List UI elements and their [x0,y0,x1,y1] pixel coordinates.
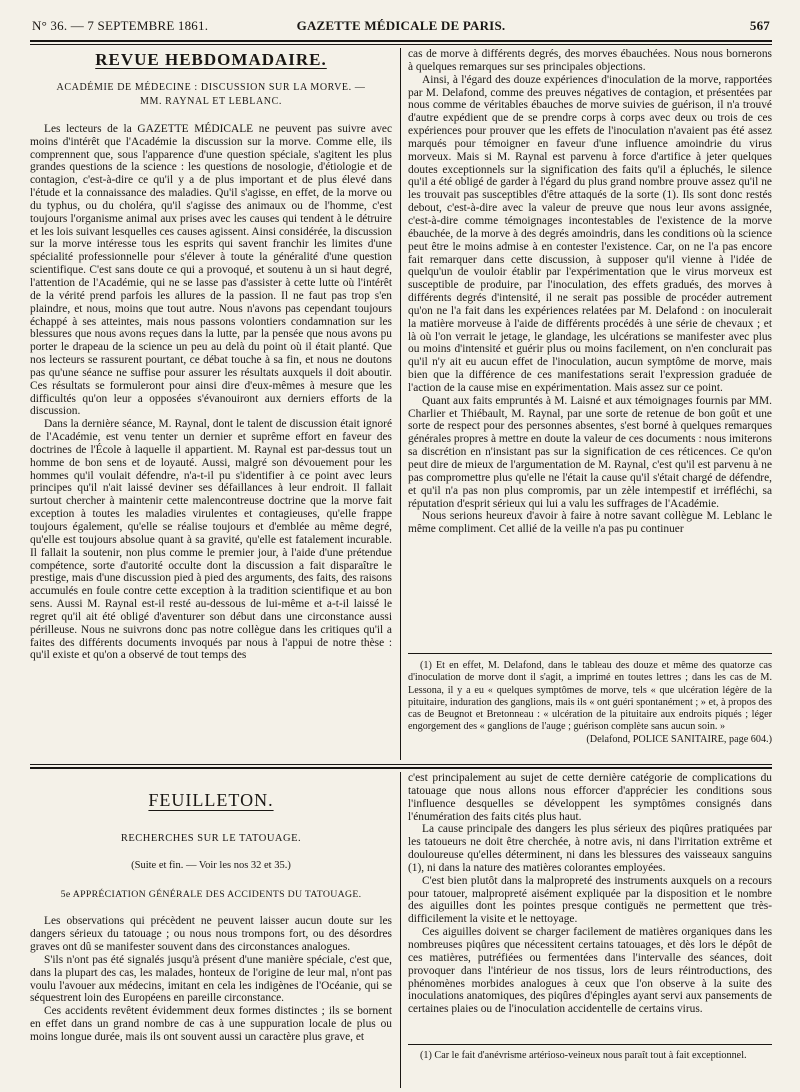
column-divider-bottom [400,772,401,1088]
feuilleton-section-heading: 5e APPRÉCIATION GÉNÉRALE DES ACCIDENTS DU TATOUAGE. [60,888,362,900]
feuilleton-paragraph: La cause principale des dangers les plus sérieux des piqûres pratiquées par les tatoueurs ne doit être cherchée, à notre avis, ni dans l'irritation extrême et douloureuse qu'elles déterminent, ni dans les blessures des vaisseaux sanguins (1), ni dans la nature des matières colorantes employées. [408,823,772,874]
page-header [30,18,772,38]
feuilleton-paragraph: Les observations qui précèdent ne peuvent laisser aucun doute sur les dangers sérieux du tatouage ; ou nous nous trompons fort, ou des désordres graves ont dû se manifester souvent dans des circonstances analogues. [30,915,392,954]
issue-line: N° 36. — 7 SEPTEMBRE 1861. [32,18,209,33]
footnote-rule [408,653,772,654]
column-divider-top [400,48,401,760]
revue-paragraph: Nous serions heureux d'avoir à faire à notre savant collègue M. Leblanc le même compliment. Cet allié de la veille n'a pas pu continuer [408,510,772,536]
feuilleton-paragraph: S'ils n'ont pas été signalés jusqu'à présent d'une manière spéciale, c'est que, dans la plupart des cas, les malades, honteux de l'origine de leur mal, n'ont pas voulu l'avouer aux médecins, imitant en cela les indigènes de l'Océanie, qui se séquestrent loin des Européens en pareille circonstance. [30,953,392,1005]
revue-right-column [408,48,772,648]
revue-subhead [30,81,392,109]
footnote-text: (1) Et en effet, M. Delafond, dans le tableau des douze et même des quatorze cas d'inoculation de morve dont il s'agit, a imprimé en toutes lettres ; dans les cas de M. Lessona, il y a eu « quelques symptômes de morve, tels « que ulcération légère de la pituitaire, induration des ganglions, mais ils « ont guéri spontanément ; » et, à propos des cas de Beugnot et Bretonneau : « ulcération de la pituitaire aux endroits piqués ; léger engorgement des « ganglions de l'auge ; guérison complète sans aucun soin. » [408,660,772,733]
page-number: 567 [749,18,770,33]
revue-paragraph: Ainsi, à l'égard des douze expériences d'inoculation de la morve, rapportées par M. Delafond, comme des preuves négatives de contagion, et présentées par nous comme de véritables ébauches de morve suivies de guérison, il n'a trouvé d'autre expédient que de se prendre corps à corps avec deux ou trois de ces expériences pour prouver que les effets de l'inoculation n'avaient pas été assez marqués pour témoigner en faveur d'une influence amoindrie du virus morveux. Mais si M. Raynal est parvenu à force d'artifice à jeter quelques doutes exceptionnels sur la signification des faits qu'il a épluchés, le silence qu'il a été obligé de garder à l'égard du plus grand nombre prouve assez qu'il ne les trouvait pas susceptibles d'être attaqués de la sorte (1). Ils sont donc restés debout, c'est-à-dire avec la valeur de preuve que nous leur avons assignée, c'est-à-dire comme témoignages incontestables de l'existence de la morve ébauchée, de la morve à des degrés amoindris, dans les conditions où la science peut être le moins admise à en contester l'existence. Car, on ne l'a pas encore fait remarquer dans cette discussion, à supposer qu'il vienne à l'idée de quelqu'un de vouloir établir par l'expérimentation que le virus morveux est susceptible de produire, par l'inoculation, des effets gradués, des morves à différents degrés d'intensité, il ne serait pas possible de procéder autrement qu'on ne l'a fait dans les expériences relatées par M. Delafond : on inoculerait la matière morveuse à l'aide de différents procédés à une série de chevaux ; et là où l'on verrait le jetage, le glandage, les ulcérations se manifester avec plus ou moins d'intensité et guérir plus ou moins facilement, on n'en conclurait pas qu'il n'y ait eu aucun effet de l'inoculation, aucun symptôme de morve, mais bien que la différence de ces manifestations serait l'expression graduée de l'action de la cause mise en expérimentation. Mais assez sur ce point. [408,73,772,394]
revue-footnote [408,660,772,760]
revue-left-column [30,48,392,760]
feuilleton-subtitle: RECHERCHES SUR LE TATOUAGE. [120,832,302,844]
feuilleton-paragraph: Ces aiguilles doivent se charger facilement de matières organiques dans les nombreuses piqûres que nécessitent certains tatouages, et dès lors le dépôt de ces matières, putréfiées ou fermentées dans l'intervalle des séances, doit provoquer dans l'intérieur de nos tissus, lors de leurs réintroductions, des phénomènes morbides analogues à ceux que l'on observe à la suite des inoculations anatomiques, des piqûres d'épingles ayant servi aux pansements de certaines plaies ou de l'inoculation accidentelle de certains virus. [408,926,772,1016]
feuilleton-footnote-rule [408,1044,772,1045]
revue-subhead-line2: MM. RAYNAL ET LEBLANC. [139,95,282,107]
revue-continued-text: cas de morve à différents degrés, des morves ébauchées. Nous nous bornerons à quelques remarques sur ses principales objections. [408,48,772,73]
feuilleton-paragraph: C'est bien plutôt dans la malpropreté des instruments auxquels on a recours pour tatouer, malpropreté aisément expliquée par la disposition et le nombre des aiguilles dont les pointes presque contiguës ne permettent que très-difficilement la visite et le nettoyage. [408,874,772,926]
feuilleton-footnote-text: (1) Car le fait d'anévrisme artérioso-veineux nous paraît tout à fait exceptionnel. [420,1050,747,1061]
footnote-source: (Delafond, POLICE SANITAIRE, page 604.) [586,733,772,745]
feuilleton-continued-text: c'est principalement au sujet de cette dernière catégorie de complications du tatouage que nous allons nous efforcer d'apprécier les conditions sous l'influence desquelles se développent les symptômes consignés dans l'énumération des faits cités plus haut. [408,772,772,823]
feuilleton-right-column [408,772,772,1040]
feuilleton-rule [30,764,772,765]
revue-subhead-line1: ACADÉMIE DE MÉDECINE : DISCUSSION SUR LA MORVE. — [56,81,366,93]
feuilleton-continued-note: (Suite et fin. — Voir les nos 32 et 35.) [131,859,291,871]
header-rule [30,40,772,42]
header-rule-thin [30,44,772,45]
revue-paragraph: Dans la dernière séance, M. Raynal, dont le talent de discussion était ignoré de l'Académie, est venu tenter un dernier et suprême effort en faveur des doctrines de l'École à laquelle il appartient. M. Raynal est par-dessus tout un homme de bon sens et de loyauté. Aussi, malgré son dévouement pour les hommes qu'il voulait défendre, n'a-t-il pu s'identifier à ce point avec leurs principes qu'il n'ait laissé deviner ses défaillances à leur endroit. Il fallait surtout chercher à maintenir cette malencontreuse doctrine que la morve fait exception à toutes les maladies virulentes et contagieuses, qu'elle frappe toujours également, qu'elle se réalise toujours et d'emblée au même degré, qu'elle est toujours absolue quant à sa gravité, qu'elle est fatalement incurable. Il fallait la soutenir, non plus comme le premier jour, à l'aide d'une prétendue compétence, sorte d'autorité occulte dont la discussion a fait disparaître le prestige, mais d'une discussion pied à pied des arguments, des faits, des raisons accumulés en foule contre cette exception à la tradition scientifique et au bon sens. Aussi M. Raynal est-il resté au-dessous de lui-même et a-t-il laissé le regret qu'il ait été obligé d'aventurer son début dans une circonstance aussi périlleuse. Nous ne suivrons donc pas notre collègue dans les critiques qu'il a faites des différents documents invoqués par nous à l'appui de notre thèse : qu'il existe et qu'on a observé de tout temps des [30,418,392,662]
feuilleton-paragraph: Ces accidents revêtent évidemment deux formes distinctes ; ils se bornent en effet dans un grand nombre de cas à une suppuration locale de plus ou moins longue durée, mais ils ont souvent aussi un caractère plus grave, et [30,1005,392,1043]
journal-title: GAZETTE MÉDICALE DE PARIS. [296,18,506,33]
revue-paragraph: Quant aux faits empruntés à M. Laisné et aux témoignages fournis par MM. Charlier et Thiébault, M. Raynal, par une sorte de retenue de bon goût et une sorte de respect pour des personnes absentes, s'est borné à quelques remarques générales propres à mettre en doute la valeur de ces documents : nous imiterons sa discrétion en n'insistant pas sur la signification de ces réticences. Ce qu'on peut dire de mieux de l'argumentation de M. Raynal, c'est qu'il est parvenu à ne pas compromettre plus qu'elle ne l'était la cause qu'il s'était chargé de défendre, et qu'il n'a pas non plus compromis, par un zèle intempestif et irréfléchi, sa réputation d'esprit sérieux qui lui a valu les suffrages de l'Académie. [408,394,772,510]
revue-paragraph: Les lecteurs de la GAZETTE MÉDICALE ne peuvent pas suivre avec moins d'intérêt que l'Académie la discussion sur la morve. Comme elle, ils comprennent que, sous l'apparence d'une question spéciale, s'agitent les plus grandes questions de la science : les questions de nosologie, d'étiologie et de contagion, c'est-à-dire ce qu'il y a de plus important et de plus élevé dans l'étude et la connaissance des maladies. Qu'il s'agisse, en effet, de la morve ou du typhus, ou du choléra, qu'il s'agisse des animaux ou de l'homme, c'est toujours l'organisme animal aux prises avec les causes qui tendent à le détruire et les lois suivant lesquelles ces causes agissent. Ainsi considérée, la discussion sur la morve intéresse tous les esprits qui savent franchir les limites d'une spécialité professionnelle pour s'élever à toute la généralité d'une question scientifique. C'est sans doute ce qui a provoqué, et soutenu à un si haut degré, l'attention de l'Académie, qui ne se lasse pas d'assister à cette lutte où l'intérêt de la vérité prend parfois les allures de la passion. Il ne faut pas trop s'en plaindre, et nous, moins que tout autre. Nous n'avons pas cependant toujours échappé à ses atteintes, mais nous passons volontiers condamnation sur les blessures que nous avons reçues dans la lutte, par la pensée que nous avons pu porter le drapeau de la science un peu au delà du point où il était planté. Que nos lecteurs se rassurent pourtant, ce débat touche à sa fin, et nous ne doutons pas qu'une séance ne suffise pour assurer les résultats auxquels il doit aboutir. Ces résultats se formuleront pour ainsi dire d'eux-mêmes à mesure que les difficultés qu'on leur a opposées s'évanouiront aux derniers efforts de la discussion. [30,122,392,418]
revue-title: REVUE HEBDOMADAIRE. [95,50,327,69]
feuilleton-title: FEUILLETON. [148,790,274,810]
feuilleton-left-column [30,772,392,1088]
feuilleton-footnote [408,1050,772,1086]
feuilleton-rule-thick [30,767,772,769]
